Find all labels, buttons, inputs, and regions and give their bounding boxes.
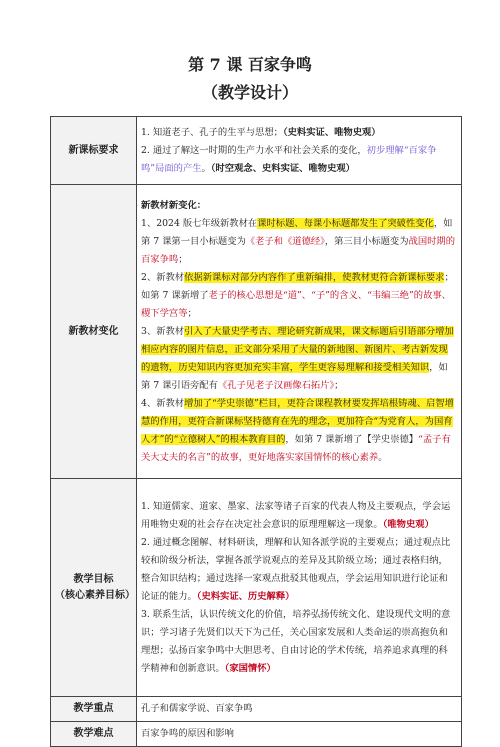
goal-3-tag: （家国情怀） <box>224 662 276 674</box>
curriculum-line-1: 1. 知道老子、孔子的生平与思想；（史料实证、唯物史观） <box>141 126 381 138</box>
label-curriculum: 新课标要求 <box>51 117 137 185</box>
textbook-heading: 新教材新变化： <box>141 199 207 211</box>
curriculum-tag-2: （时空观念、史料实证、唯物史观） <box>210 162 355 174</box>
textbook-change-2: 2、新教材依据新课标对部分内容作了重新编排，使教材更符合新课标要求；如第 7 课新增了老子的核心思想是“道”、“子”的含义、“韦编三绝”的故事、稷下学宫等； <box>141 271 454 319</box>
goal-1-tag: （唯物史观） <box>382 518 434 530</box>
row-curriculum <box>51 117 462 185</box>
goal-1: 1. 知道儒家、道家、墨家、法家等诸子百家的代表人物及主要观点，学会运用唯物史观的社会存在决定社会意识的原理理解这一现象。（唯物史观） <box>141 500 451 530</box>
textbook-change-1: 1、2024 版七年级新教材在课时标题、每课小标题都发生了突破性变化，如第 7 课第一目小标题变为《老子和《道德经》，第三目小标题变为战国时期的百家争鸣； <box>141 217 456 265</box>
goal-2: 2. 通过概念图解、材料研读，理解和认知各派学说的主要观点；通过观点比较和阶级分析法，掌握各派学说观点的差异及其阶级立场；通过表格归纳，整合知识结构；通过选择一家观点批驳其他观点，学会运用知识进行论证和论证的能力。（史料实证、历史解释） <box>141 536 451 602</box>
label-teaching-difficulty: 教学难点 <box>51 722 137 747</box>
row-teaching-goals <box>51 479 462 697</box>
textbook-change-3: 3、新教材引入了大量史学考古、理论研究新成果，课文标题后引语部分增加相应内容的图片信息，正文部分采用了大量的新地图、新图片、考古新发现的遗物，历史知识内容更加充实丰富，学生更容易理解和接受相关知识，如第 7 课引语旁配有《孔子见老子汉画像石拓片》； <box>141 325 454 391</box>
content-teaching-goals <box>137 479 462 697</box>
row-teaching-difficulty <box>51 722 462 747</box>
lesson-subtitle: （教学设计） <box>201 83 298 102</box>
content-teaching-focus: 孔子和儒家学说、百家争鸣 <box>137 697 462 722</box>
goal-2-tag: （史料实证、历史解释） <box>196 590 295 602</box>
textbook-change-4: 4、新教材增加了“学史崇德”栏目，更符合课程教材要发挥培根铸魂、启智增慧的作用，更符合新课标坚持德育在先的理念，更加符合“为党育人，为国育人才”的“立德树人”的根本教育目的，如第 7 课新增了【学史崇德】“孟子有关大丈夫的名言”的故事，更好地落实家国情怀的核心素养。 <box>141 397 454 463</box>
goal-3: 3. 联系生活，认识传统文化的价值，培养弘扬传统文化、建设现代文明的意识；学习诸子先贤们以天下为己任，关心国家发展和人类命运的崇高抱负和理想；弘扬百家争鸣中大胆思考、自由讨论的学术传统，培养追求真理的科学精神和创新意识。（家国情怀） <box>141 608 451 674</box>
lesson-title: 第 7 课 百家争鸣 <box>188 55 312 74</box>
teaching-plan-table <box>50 116 462 747</box>
content-curriculum <box>137 117 462 185</box>
curriculum-tag-1: （史料实证、唯物史观） <box>282 126 381 138</box>
label-teaching-focus: 教学重点 <box>51 697 137 722</box>
row-textbook-changes <box>51 185 462 479</box>
content-teaching-difficulty: 百家争鸣的原因和影响 <box>137 722 462 747</box>
curriculum-line-2: 2. 通过了解这一时期的生产力水平和社会关系的变化，初步理解“百家争鸣”局面的产生。（时空观念、史料实证、唯物史观） <box>141 144 437 174</box>
row-teaching-focus <box>51 697 462 722</box>
content-textbook-changes <box>137 185 462 479</box>
label-teaching-goals: 教学目标 （核心素养目标） <box>51 479 137 697</box>
label-textbook-changes: 新教材变化 <box>51 185 137 479</box>
